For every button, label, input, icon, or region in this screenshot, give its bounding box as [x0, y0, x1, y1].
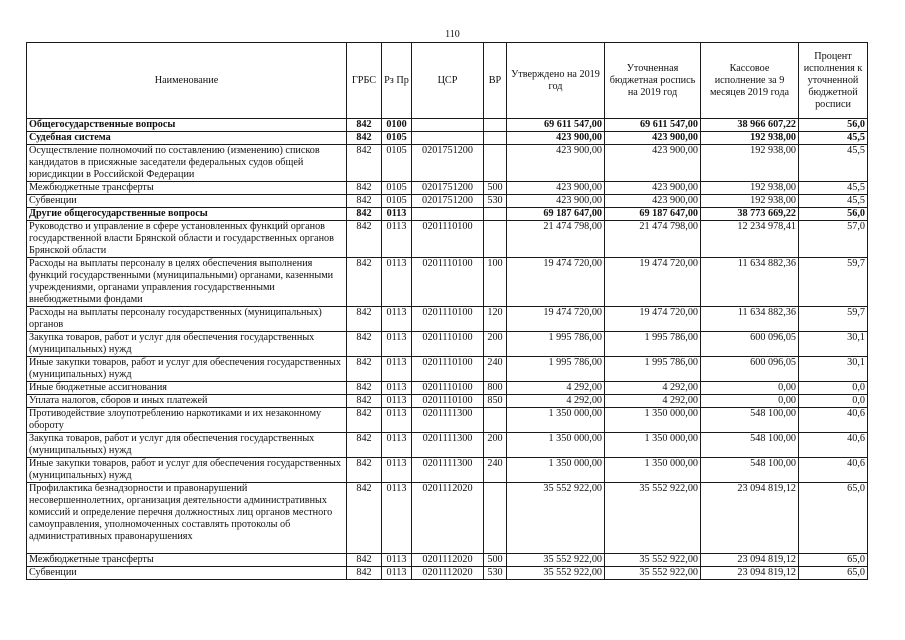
row-csr [412, 132, 484, 145]
row-approved: 1 350 000,00 [507, 458, 605, 483]
row-rzpr: 0113 [382, 357, 412, 382]
row-rzpr: 0113 [382, 221, 412, 258]
row-approved: 21 474 798,00 [507, 221, 605, 258]
row-name: Руководство и управление в сфере установленных функций органов государственной власти Брянской области и государственных органов Брянской области [27, 221, 347, 258]
row-rzpr: 0113 [382, 258, 412, 307]
row-percent: 59,7 [799, 258, 868, 307]
row-csr: 0201110100 [412, 258, 484, 307]
row-percent: 40,6 [799, 408, 868, 433]
row-percent: 40,6 [799, 433, 868, 458]
header-name: Наименование [27, 43, 347, 119]
row-vr [484, 408, 507, 433]
row-cash: 192 938,00 [701, 195, 799, 208]
row-approved: 35 552 922,00 [507, 554, 605, 567]
row-refined: 35 552 922,00 [605, 567, 701, 580]
table-row [27, 132, 868, 145]
row-approved: 423 900,00 [507, 182, 605, 195]
row-vr: 530 [484, 195, 507, 208]
row-refined: 69 187 647,00 [605, 208, 701, 221]
row-grbs: 842 [347, 408, 382, 433]
row-cash: 23 094 819,12 [701, 483, 799, 554]
row-grbs: 842 [347, 433, 382, 458]
row-name: Закупка товаров, работ и услуг для обеспечения государственных (муниципальных) нужд [27, 433, 347, 458]
row-refined: 35 552 922,00 [605, 483, 701, 554]
row-rzpr: 0113 [382, 382, 412, 395]
table-row [27, 145, 868, 182]
row-refined: 19 474 720,00 [605, 307, 701, 332]
row-refined: 35 552 922,00 [605, 554, 701, 567]
row-vr: 200 [484, 433, 507, 458]
row-approved: 423 900,00 [507, 132, 605, 145]
table-row [27, 458, 868, 483]
row-name: Уплата налогов, сборов и иных платежей [27, 395, 347, 408]
row-grbs: 842 [347, 382, 382, 395]
row-approved: 423 900,00 [507, 145, 605, 182]
row-grbs: 842 [347, 554, 382, 567]
row-cash: 12 234 978,41 [701, 221, 799, 258]
row-vr: 500 [484, 182, 507, 195]
row-rzpr: 0113 [382, 408, 412, 433]
row-grbs: 842 [347, 182, 382, 195]
table-row [27, 258, 868, 307]
row-approved: 1 995 786,00 [507, 357, 605, 382]
row-refined: 4 292,00 [605, 382, 701, 395]
row-cash: 0,00 [701, 382, 799, 395]
row-grbs: 842 [347, 395, 382, 408]
row-csr: 0201110100 [412, 332, 484, 357]
row-name: Иные бюджетные ассигнования [27, 382, 347, 395]
row-percent: 30,1 [799, 332, 868, 357]
row-vr [484, 221, 507, 258]
row-name: Закупка товаров, работ и услуг для обеспечения государственных (муниципальных) нужд [27, 332, 347, 357]
row-approved: 19 474 720,00 [507, 258, 605, 307]
row-name: Межбюджетные трансферты [27, 182, 347, 195]
row-vr: 800 [484, 382, 507, 395]
header-refined: Уточненная бюджетная роспись на 2019 год [605, 43, 701, 119]
header-percent: Процент исполнения к уточненной бюджетной росписи [799, 43, 868, 119]
row-refined: 19 474 720,00 [605, 258, 701, 307]
row-percent: 56,0 [799, 119, 868, 132]
row-vr: 100 [484, 258, 507, 307]
row-approved: 35 552 922,00 [507, 483, 605, 554]
row-grbs: 842 [347, 258, 382, 307]
row-name: Общегосударственные вопросы [27, 119, 347, 132]
row-grbs: 842 [347, 483, 382, 554]
row-rzpr: 0105 [382, 132, 412, 145]
row-name: Другие общегосударственные вопросы [27, 208, 347, 221]
row-csr: 0201110100 [412, 357, 484, 382]
row-percent: 45,5 [799, 182, 868, 195]
row-rzpr: 0105 [382, 182, 412, 195]
row-rzpr: 0113 [382, 208, 412, 221]
row-csr: 0201751200 [412, 145, 484, 182]
row-refined: 423 900,00 [605, 182, 701, 195]
row-approved: 4 292,00 [507, 382, 605, 395]
table-row [27, 182, 868, 195]
row-refined: 1 350 000,00 [605, 458, 701, 483]
row-vr: 240 [484, 458, 507, 483]
budget-table [26, 42, 868, 580]
row-csr: 0201110100 [412, 221, 484, 258]
row-name: Профилактика безнадзорности и правонарушений несовершеннолетних, организация деятельности административных комиссий и определение перечня должностных лиц органов местного самоуправления, уполномоченных составлять протоколы об административных правонарушениях [27, 483, 347, 554]
row-approved: 1 350 000,00 [507, 433, 605, 458]
row-vr: 530 [484, 567, 507, 580]
row-cash: 600 096,05 [701, 357, 799, 382]
row-grbs: 842 [347, 195, 382, 208]
row-name: Осуществление полномочий по составлению (изменению) списков кандидатов в присяжные заседатели федеральных судов общей юрисдикции в Российской Федерации [27, 145, 347, 182]
row-percent: 30,1 [799, 357, 868, 382]
row-cash: 11 634 882,36 [701, 258, 799, 307]
header-grbs: ГРБС [347, 43, 382, 119]
row-name: Расходы на выплаты персоналу государственных (муниципальных) органов [27, 307, 347, 332]
header-approved: Утверждено на 2019 год [507, 43, 605, 119]
row-rzpr: 0105 [382, 195, 412, 208]
table-row [27, 433, 868, 458]
row-cash: 23 094 819,12 [701, 567, 799, 580]
row-approved: 69 187 647,00 [507, 208, 605, 221]
row-refined: 423 900,00 [605, 195, 701, 208]
row-refined: 4 292,00 [605, 395, 701, 408]
row-grbs: 842 [347, 132, 382, 145]
header-cash: Кассовое исполнение за 9 месяцев 2019 года [701, 43, 799, 119]
header-csr: ЦСР [412, 43, 484, 119]
row-grbs: 842 [347, 221, 382, 258]
row-csr [412, 119, 484, 132]
row-vr: 120 [484, 307, 507, 332]
row-vr [484, 119, 507, 132]
row-approved: 423 900,00 [507, 195, 605, 208]
row-percent: 45,5 [799, 195, 868, 208]
table-row [27, 408, 868, 433]
row-grbs: 842 [347, 307, 382, 332]
row-refined: 69 611 547,00 [605, 119, 701, 132]
row-grbs: 842 [347, 458, 382, 483]
row-grbs: 842 [347, 208, 382, 221]
row-cash: 548 100,00 [701, 433, 799, 458]
row-name: Иные закупки товаров, работ и услуг для обеспечения государственных (муниципальных) нужд [27, 458, 347, 483]
row-approved: 4 292,00 [507, 395, 605, 408]
row-vr [484, 145, 507, 182]
row-csr: 0201110100 [412, 307, 484, 332]
row-approved: 35 552 922,00 [507, 567, 605, 580]
table-row [27, 382, 868, 395]
row-grbs: 842 [347, 119, 382, 132]
row-csr: 0201111300 [412, 458, 484, 483]
row-cash: 38 773 669,22 [701, 208, 799, 221]
row-rzpr: 0113 [382, 483, 412, 554]
row-percent: 65,0 [799, 483, 868, 554]
row-name: Иные закупки товаров, работ и услуг для обеспечения государственных (муниципальных) нужд [27, 357, 347, 382]
row-grbs: 842 [347, 332, 382, 357]
row-csr: 0201111300 [412, 408, 484, 433]
row-cash: 548 100,00 [701, 458, 799, 483]
row-vr [484, 208, 507, 221]
header-rzpr: Рз Пр [382, 43, 412, 119]
row-grbs: 842 [347, 567, 382, 580]
row-vr [484, 132, 507, 145]
row-percent: 65,0 [799, 567, 868, 580]
row-name: Межбюджетные трансферты [27, 554, 347, 567]
row-vr: 240 [484, 357, 507, 382]
row-refined: 1 995 786,00 [605, 357, 701, 382]
row-percent: 57,0 [799, 221, 868, 258]
row-csr: 0201110100 [412, 395, 484, 408]
row-csr: 0201751200 [412, 182, 484, 195]
table-row [27, 567, 868, 580]
row-vr: 500 [484, 554, 507, 567]
row-rzpr: 0113 [382, 567, 412, 580]
row-approved: 69 611 547,00 [507, 119, 605, 132]
row-name: Судебная система [27, 132, 347, 145]
row-rzpr: 0105 [382, 145, 412, 182]
table-row [27, 554, 868, 567]
row-name: Субвенции [27, 195, 347, 208]
row-percent: 56,0 [799, 208, 868, 221]
header-vr: ВР [484, 43, 507, 119]
row-approved: 1 350 000,00 [507, 408, 605, 433]
row-refined: 423 900,00 [605, 132, 701, 145]
row-csr: 0201112020 [412, 483, 484, 554]
row-cash: 192 938,00 [701, 132, 799, 145]
row-name: Расходы на выплаты персоналу в целях обеспечения выполнения функций государственными (муниципальными) органами, казенными учреждениями, органами управления государственными внебюджетными фондами [27, 258, 347, 307]
table-row [27, 483, 868, 554]
row-refined: 423 900,00 [605, 145, 701, 182]
row-approved: 1 995 786,00 [507, 332, 605, 357]
row-refined: 1 350 000,00 [605, 408, 701, 433]
table-row [27, 221, 868, 258]
row-rzpr: 0113 [382, 433, 412, 458]
row-csr: 0201112020 [412, 567, 484, 580]
row-cash: 600 096,05 [701, 332, 799, 357]
row-grbs: 842 [347, 357, 382, 382]
row-cash: 192 938,00 [701, 145, 799, 182]
row-percent: 0,0 [799, 382, 868, 395]
row-cash: 38 966 607,22 [701, 119, 799, 132]
row-percent: 45,5 [799, 132, 868, 145]
table-row [27, 119, 868, 132]
row-csr: 0201751200 [412, 195, 484, 208]
row-refined: 21 474 798,00 [605, 221, 701, 258]
row-rzpr: 0100 [382, 119, 412, 132]
table-row [27, 357, 868, 382]
row-percent: 40,6 [799, 458, 868, 483]
row-rzpr: 0113 [382, 307, 412, 332]
table-row [27, 208, 868, 221]
row-cash: 23 094 819,12 [701, 554, 799, 567]
row-cash: 548 100,00 [701, 408, 799, 433]
table-header-row [27, 43, 868, 119]
row-rzpr: 0113 [382, 458, 412, 483]
row-rzpr: 0113 [382, 332, 412, 357]
row-percent: 65,0 [799, 554, 868, 567]
row-rzpr: 0113 [382, 395, 412, 408]
row-name: Субвенции [27, 567, 347, 580]
row-cash: 0,00 [701, 395, 799, 408]
table-row [27, 332, 868, 357]
page-number: 110 [445, 29, 460, 40]
row-percent: 59,7 [799, 307, 868, 332]
row-csr: 0201111300 [412, 433, 484, 458]
row-refined: 1 995 786,00 [605, 332, 701, 357]
row-cash: 192 938,00 [701, 182, 799, 195]
table-row [27, 195, 868, 208]
row-vr: 200 [484, 332, 507, 357]
row-csr [412, 208, 484, 221]
row-vr [484, 483, 507, 554]
row-percent: 45,5 [799, 145, 868, 182]
row-percent: 0,0 [799, 395, 868, 408]
row-approved: 19 474 720,00 [507, 307, 605, 332]
row-refined: 1 350 000,00 [605, 433, 701, 458]
row-grbs: 842 [347, 145, 382, 182]
row-rzpr: 0113 [382, 554, 412, 567]
row-name: Противодействие злоупотреблению наркотиками и их незаконному обороту [27, 408, 347, 433]
table-row [27, 395, 868, 408]
row-vr: 850 [484, 395, 507, 408]
row-cash: 11 634 882,36 [701, 307, 799, 332]
row-csr: 0201112020 [412, 554, 484, 567]
table-row [27, 307, 868, 332]
row-csr: 0201110100 [412, 382, 484, 395]
